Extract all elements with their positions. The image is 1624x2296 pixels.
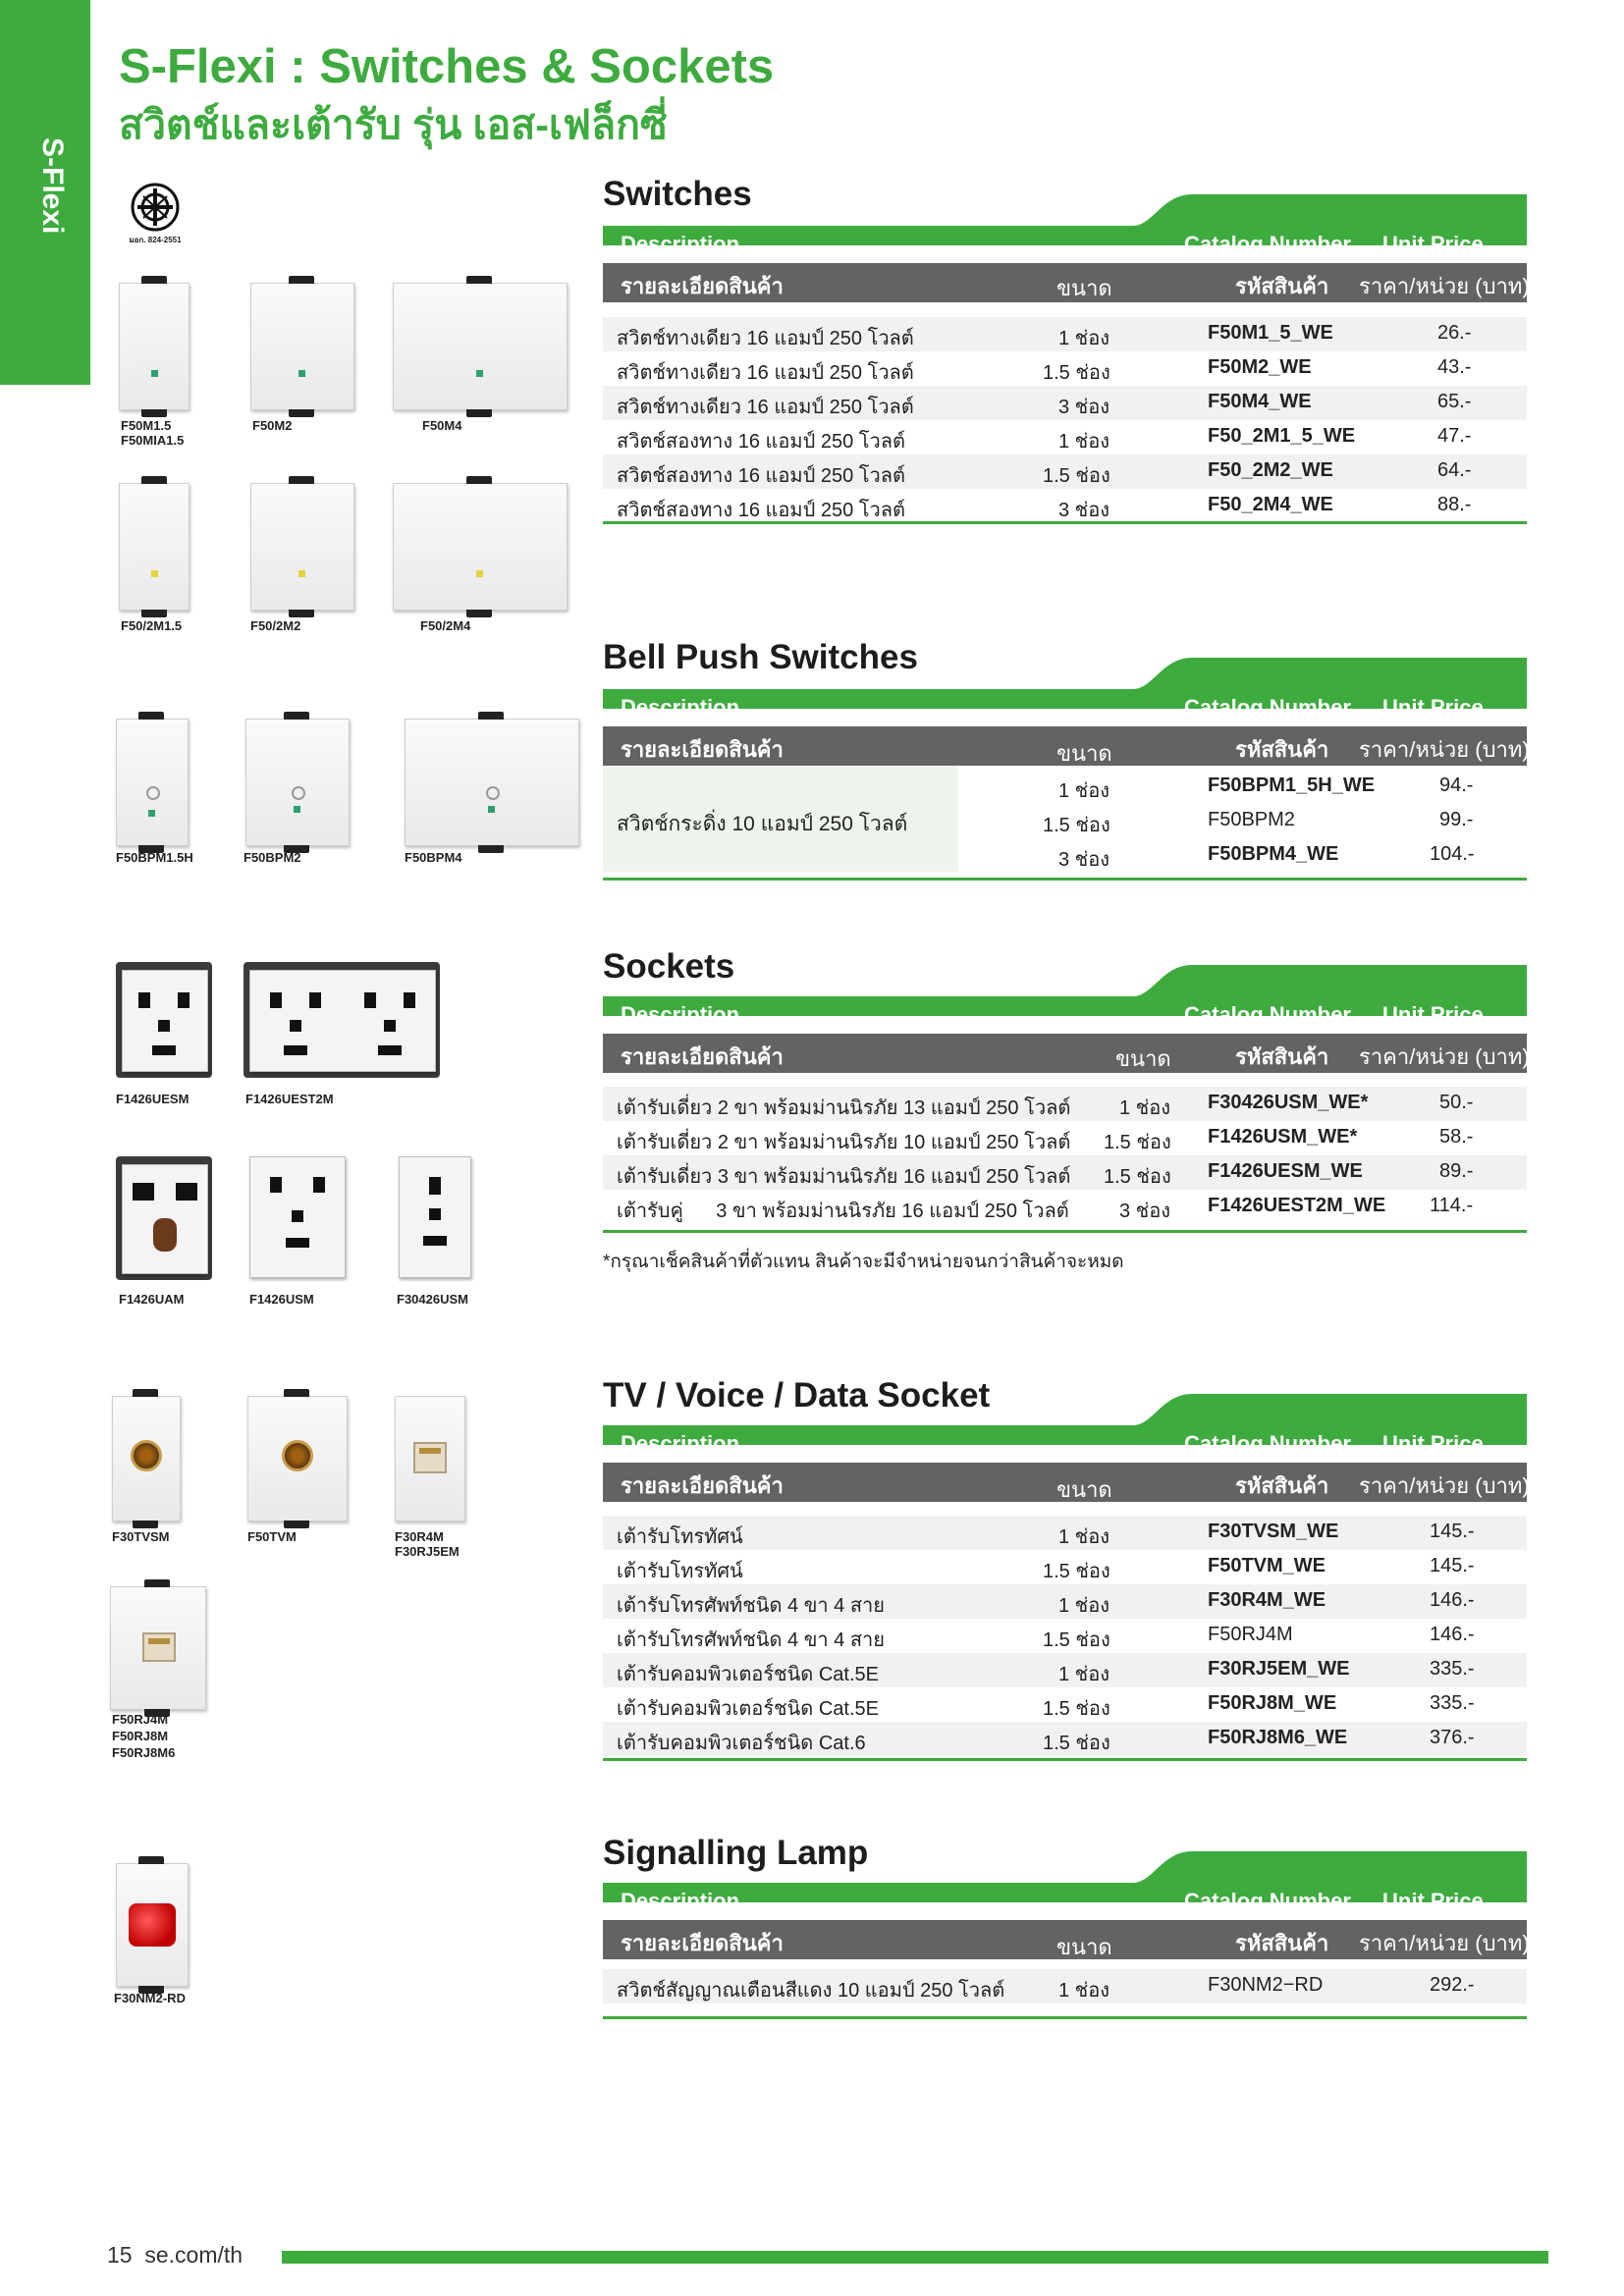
row-price: 104.- bbox=[1430, 843, 1475, 865]
tv-socket-1-module-image bbox=[112, 1396, 181, 1522]
row-code: F30R4M_WE bbox=[1208, 1589, 1326, 1611]
row-desc: สวิตช์ทางเดียว 16 แอมป์ 250 โวลต์ bbox=[617, 397, 914, 418]
row-desc: เต้ารับคอมพิวเตอร์ชนิด Cat.6 bbox=[617, 1733, 866, 1754]
row-price: 43.- bbox=[1437, 356, 1472, 378]
socket-2-pin-image bbox=[249, 1156, 346, 1278]
row-size: 1.5 ช่อง bbox=[1104, 1132, 1171, 1153]
signalling-lamp-section bbox=[603, 1834, 1530, 2030]
bell-push-1-module-image bbox=[116, 719, 189, 846]
header-catalog-number: Catalog Number bbox=[1184, 1002, 1351, 1027]
header-description: Description bbox=[621, 1889, 740, 1913]
header-desc-th: รายละเอียดสินค้า bbox=[621, 737, 784, 762]
row-price: 64.- bbox=[1437, 459, 1472, 481]
product-label: F50M4 bbox=[422, 418, 462, 433]
row-price: 65.- bbox=[1437, 391, 1472, 412]
row-size: 1.5 ช่อง bbox=[1043, 1733, 1110, 1754]
row-size: 1 ช่อง bbox=[1058, 780, 1110, 802]
switch-3-module-image bbox=[393, 283, 568, 410]
row-code: F50RJ4M bbox=[1208, 1624, 1293, 1645]
product-label: F50RJ8M6 bbox=[112, 1745, 176, 1760]
header-desc-th: รายละเอียดสินค้า bbox=[621, 1931, 784, 1955]
header-catalog-number: Catalog Number bbox=[1184, 1889, 1351, 1913]
row-size: 1 ช่อง bbox=[1058, 328, 1110, 349]
two-way-switch-3-module-image bbox=[393, 483, 568, 611]
header-size-th: ขนาด bbox=[1056, 1477, 1112, 1502]
row-size: 3 ช่อง bbox=[1058, 500, 1110, 521]
row-desc: เต้ารับคู่ 3 ขา พร้อมม่านนิรภัย 16 แอมป์ 250 โวลต์ bbox=[617, 1201, 1069, 1222]
socket-2-pin-narrow-image bbox=[399, 1156, 471, 1278]
bell-desc: สวิตช์กระดิ่ง 10 แอมป์ 250 โวลต์ bbox=[617, 813, 908, 835]
row-desc: เต้ารับเดี่ยว 3 ขา พร้อมม่านนิรภัย 16 แอมป์ 250 โวลต์ bbox=[617, 1166, 1071, 1188]
row-desc: เต้ารับเดี่ยว 2 ขา พร้อมม่านนิรภัย 13 แอมป์ 250 โวลต์ bbox=[617, 1097, 1071, 1119]
row-code: F30NM2−RD bbox=[1208, 1974, 1324, 1996]
row-desc: เต้ารับคอมพิวเตอร์ชนิด Cat.5E bbox=[617, 1664, 879, 1685]
row-code: F50BPM2 bbox=[1208, 809, 1295, 830]
row-desc: สวิตช์สองทาง 16 แอมป์ 250 โวลต์ bbox=[617, 465, 906, 487]
section-title: TV / Voice / Data Socket bbox=[603, 1376, 991, 1415]
table-row bbox=[603, 1550, 1527, 1584]
header-code-th: รหัสสินค้า bbox=[1235, 737, 1329, 762]
table-bottom-rule bbox=[603, 2016, 1527, 2019]
row-desc: สวิตช์สองทาง 16 แอมป์ 250 โวลต์ bbox=[617, 500, 906, 521]
row-code: F30RJ5EM_WE bbox=[1208, 1658, 1350, 1680]
product-label: F30426USM bbox=[397, 1292, 468, 1307]
table-row bbox=[603, 1722, 1527, 1756]
table-row bbox=[603, 386, 1527, 420]
row-size: 1.5 ช่อง bbox=[1043, 362, 1110, 384]
product-label: F50BPM1.5H bbox=[116, 850, 193, 865]
row-code: F50TVM_WE bbox=[1208, 1555, 1326, 1576]
row-price: 146.- bbox=[1430, 1624, 1475, 1645]
product-label: F30R4M bbox=[395, 1529, 444, 1544]
header-price-th: ราคา/หน่วย (บาท) bbox=[1359, 1044, 1530, 1069]
product-label: F50BPM4 bbox=[405, 850, 462, 865]
product-label: F50/2M1.5 bbox=[121, 618, 183, 633]
row-desc: สวิตช์สองทาง 16 แอมป์ 250 โวลต์ bbox=[617, 431, 906, 453]
row-desc: สวิตช์ทางเดียว 16 แอมป์ 250 โวลต์ bbox=[617, 328, 914, 349]
header-description: Description bbox=[621, 232, 740, 256]
product-label: F1426USM bbox=[249, 1292, 314, 1307]
row-size: 1.5 ช่อง bbox=[1043, 465, 1110, 487]
availability-note: *กรุณาเช็คสินค้าที่ตัวแทน สินค้าจะมีจำหน่ายจนกว่าสินค้าจะหมด bbox=[603, 1252, 1124, 1272]
header-description: Description bbox=[621, 1431, 740, 1456]
product-label: F30RJ5EM bbox=[395, 1544, 460, 1559]
row-code: F50M1_5_WE bbox=[1208, 322, 1333, 344]
table-row bbox=[603, 351, 1527, 386]
tis-certification-mark bbox=[126, 183, 185, 249]
table-row bbox=[603, 1087, 1527, 1121]
row-size: 1.5 ช่อง bbox=[1043, 815, 1110, 836]
bell-push-3-module-image bbox=[405, 719, 579, 846]
header-description: Description bbox=[621, 695, 740, 720]
row-price: 145.- bbox=[1430, 1555, 1475, 1576]
tis-standard-label: มอก. 824-2551 bbox=[129, 236, 182, 244]
section-title: Bell Push Switches bbox=[603, 638, 918, 676]
two-way-switch-1-module-image bbox=[119, 483, 189, 611]
table-row bbox=[603, 1155, 1527, 1190]
switches-rows bbox=[603, 317, 1527, 523]
row-size: 1 ช่อง bbox=[1058, 1980, 1110, 2002]
header-desc-th: รายละเอียดสินค้า bbox=[621, 274, 784, 298]
row-code: F50BPM1_5H_WE bbox=[1208, 774, 1376, 796]
header-unit-price: Unit Price bbox=[1382, 695, 1484, 720]
bell-rows bbox=[603, 770, 1527, 873]
product-label: F50/2M4 bbox=[420, 618, 471, 633]
row-desc: สวิตช์สัญญาณเตือนสีแดง 10 แอมป์ 250 โวลต์ bbox=[617, 1980, 1005, 2002]
row-size: 3 ช่อง bbox=[1119, 1201, 1171, 1222]
tv-rows bbox=[603, 1516, 1527, 1756]
row-price: 99.- bbox=[1439, 809, 1474, 830]
header-desc-th: รายละเอียดสินค้า bbox=[621, 1044, 784, 1069]
row-size: 1.5 ช่อง bbox=[1104, 1166, 1171, 1188]
data-socket-1-5-module-image bbox=[110, 1586, 206, 1710]
row-size: 1.5 ช่อง bbox=[1043, 1698, 1110, 1720]
row-code: F30TVSM_WE bbox=[1208, 1521, 1339, 1542]
table-row bbox=[603, 1653, 1527, 1687]
row-price: 58.- bbox=[1439, 1126, 1474, 1148]
product-label: F30TVSM bbox=[112, 1529, 170, 1544]
table-row bbox=[603, 454, 1527, 489]
row-desc: เต้ารับเดี่ยว 2 ขา พร้อมม่านนิรภัย 10 แอมป์ 250 โวลต์ bbox=[617, 1132, 1071, 1153]
row-price: 89.- bbox=[1439, 1160, 1474, 1182]
table-row bbox=[603, 1516, 1527, 1550]
row-code: F1426UEST2M_WE bbox=[1208, 1195, 1386, 1216]
row-price: 47.- bbox=[1437, 425, 1472, 447]
table-row bbox=[603, 770, 1527, 804]
sockets-section bbox=[603, 947, 1530, 1281]
product-label: F50BPM2 bbox=[244, 850, 301, 865]
row-code: F50M2_WE bbox=[1208, 356, 1312, 378]
row-price: 335.- bbox=[1430, 1658, 1475, 1680]
row-desc: เต้ารับโทรทัศน์ bbox=[617, 1561, 743, 1582]
row-desc: สวิตช์ทางเดียว 16 แอมป์ 250 โวลต์ bbox=[617, 362, 914, 384]
header-unit-price: Unit Price bbox=[1382, 1889, 1484, 1913]
side-tab-label: S-Flexi bbox=[36, 137, 69, 235]
header-catalog-number: Catalog Number bbox=[1184, 232, 1351, 256]
product-label: F30NM2-RD bbox=[114, 1991, 186, 2005]
signalling-lamp-image bbox=[116, 1863, 189, 1987]
page-number: 15 bbox=[107, 2242, 133, 2268]
table-bottom-rule bbox=[603, 878, 1527, 881]
product-label: F50RJ4M bbox=[112, 1712, 169, 1727]
row-code: F50M4_WE bbox=[1208, 391, 1312, 412]
table-bottom-rule bbox=[603, 1758, 1527, 1761]
header-price-th: ราคา/หน่วย (บาท) bbox=[1359, 1473, 1530, 1498]
row-size: 1 ช่อง bbox=[1058, 431, 1110, 453]
section-title: Switches bbox=[603, 175, 752, 213]
row-code: F50_2M2_WE bbox=[1208, 459, 1333, 481]
side-tab bbox=[0, 0, 90, 385]
header-price-th: ราคา/หน่วย (บาท) bbox=[1359, 737, 1530, 762]
two-way-switch-1-5-module-image bbox=[250, 483, 354, 611]
page-footer bbox=[107, 2242, 243, 2269]
footer-bar bbox=[282, 2251, 1548, 2264]
table-row bbox=[603, 489, 1527, 523]
page-subtitle-thai: สวิตช์และเต้ารับ รุ่น เอส-เฟล็กซี่ bbox=[119, 102, 668, 147]
header-desc-th: รายละเอียดสินค้า bbox=[621, 1473, 784, 1498]
header-description: Description bbox=[621, 1002, 740, 1027]
table-row bbox=[603, 1687, 1527, 1722]
header-code-th: รหัสสินค้า bbox=[1235, 1044, 1329, 1069]
row-desc: เต้ารับโทรศัพท์ชนิด 4 ขา 4 สาย bbox=[617, 1595, 885, 1617]
product-label: F50RJ8M bbox=[112, 1729, 169, 1743]
row-size: 1.5 ช่อง bbox=[1043, 1629, 1110, 1651]
row-price: 88.- bbox=[1437, 494, 1472, 515]
table-row bbox=[603, 1121, 1527, 1155]
header-size-th: ขนาด bbox=[1115, 1046, 1171, 1071]
switch-1-module-image bbox=[119, 283, 189, 410]
row-desc: เต้ารับโทรศัพท์ชนิด 4 ขา 4 สาย bbox=[617, 1629, 885, 1651]
product-label: F50M2 bbox=[252, 418, 293, 433]
row-size: 1 ช่อง bbox=[1119, 1097, 1171, 1119]
row-price: 376.- bbox=[1430, 1727, 1475, 1748]
row-price: 292.- bbox=[1430, 1974, 1475, 1996]
row-price: 50.- bbox=[1439, 1092, 1474, 1113]
section-title: Sockets bbox=[603, 947, 735, 986]
product-label: F50TVM bbox=[247, 1529, 297, 1544]
header-size-th: ขนาด bbox=[1056, 741, 1112, 766]
tis-logo-icon bbox=[126, 183, 185, 234]
header-catalog-number: Catalog Number bbox=[1184, 695, 1351, 720]
row-price: 26.- bbox=[1437, 322, 1472, 344]
header-code-th: รหัสสินค้า bbox=[1235, 274, 1329, 298]
table-row bbox=[603, 317, 1527, 351]
table-row bbox=[603, 1619, 1527, 1653]
table-bottom-rule bbox=[603, 521, 1527, 524]
row-size: 1 ช่อง bbox=[1058, 1595, 1110, 1617]
row-code: F50RJ8M6_WE bbox=[1208, 1727, 1348, 1748]
bell-push-section bbox=[603, 638, 1530, 893]
header-price-th: ราคา/หน่วย (บาท) bbox=[1359, 1931, 1530, 1955]
socket-3-pin-single-image bbox=[122, 970, 208, 1072]
product-label: F50MIA1.5 bbox=[121, 433, 185, 448]
row-size: 3 ช่อง bbox=[1058, 397, 1110, 418]
row-desc: เต้ารับโทรทัศน์ bbox=[617, 1526, 743, 1548]
row-price: 146.- bbox=[1430, 1589, 1475, 1611]
socket-universal-image bbox=[122, 1164, 208, 1274]
row-price: 114.- bbox=[1430, 1195, 1474, 1216]
footer-url[interactable]: se.com/th bbox=[144, 2242, 244, 2268]
product-label: F1426UESM bbox=[116, 1092, 189, 1106]
table-row bbox=[603, 1190, 1527, 1224]
tv-socket-1-5-module-image bbox=[247, 1396, 348, 1522]
row-size: 1 ช่อง bbox=[1058, 1664, 1110, 1685]
row-code: F1426USM_WE* bbox=[1208, 1126, 1358, 1148]
product-label: F1426UEST2M bbox=[245, 1092, 334, 1106]
lamp-rows bbox=[603, 1969, 1527, 2003]
switch-1-5-module-image bbox=[250, 283, 354, 410]
table-row bbox=[603, 1584, 1527, 1619]
switches-section bbox=[603, 175, 1530, 528]
product-label: F1426UAM bbox=[119, 1292, 185, 1307]
telephone-socket-1-module-image bbox=[395, 1396, 465, 1522]
tv-voice-data-section bbox=[603, 1376, 1530, 1769]
socket-3-pin-double-image bbox=[249, 970, 436, 1072]
row-code: F50_2M4_WE bbox=[1208, 494, 1333, 515]
row-size: 1 ช่อง bbox=[1058, 1526, 1110, 1548]
table-row bbox=[603, 420, 1527, 454]
bell-push-1-5-module-image bbox=[245, 719, 350, 846]
header-code-th: รหัสสินค้า bbox=[1235, 1473, 1329, 1498]
row-code: F50BPM4_WE bbox=[1208, 843, 1339, 865]
header-unit-price: Unit Price bbox=[1382, 1002, 1484, 1027]
header-unit-price: Unit Price bbox=[1382, 1431, 1484, 1456]
product-label: F50M1.5 bbox=[121, 418, 172, 433]
row-code: F30426USM_WE* bbox=[1208, 1092, 1369, 1113]
section-title: Signalling Lamp bbox=[603, 1834, 869, 1872]
row-price: 145.- bbox=[1430, 1521, 1475, 1542]
header-size-th: ขนาด bbox=[1056, 1935, 1112, 1959]
row-price: 94.- bbox=[1439, 774, 1474, 796]
header-unit-price: Unit Price bbox=[1382, 232, 1484, 256]
row-code: F50_2M1_5_WE bbox=[1208, 425, 1356, 447]
row-code: F50RJ8M_WE bbox=[1208, 1692, 1337, 1714]
header-price-th: ราคา/หน่วย (บาท) bbox=[1359, 274, 1530, 298]
page-title: S-Flexi : Switches & Sockets bbox=[119, 40, 775, 93]
row-price: 335.- bbox=[1430, 1692, 1475, 1714]
row-size: 3 ช่อง bbox=[1058, 849, 1110, 871]
table-row bbox=[603, 838, 1527, 873]
table-row bbox=[603, 804, 1527, 838]
product-label: F50/2M2 bbox=[250, 618, 301, 633]
header-size-th: ขนาด bbox=[1056, 276, 1112, 300]
header-catalog-number: Catalog Number bbox=[1184, 1431, 1351, 1456]
row-code: F1426UESM_WE bbox=[1208, 1160, 1363, 1182]
sockets-rows bbox=[603, 1087, 1527, 1224]
header-code-th: รหัสสินค้า bbox=[1235, 1931, 1329, 1955]
row-size: 1.5 ช่อง bbox=[1043, 1561, 1110, 1582]
table-bottom-rule bbox=[603, 1230, 1527, 1233]
table-row bbox=[603, 1969, 1527, 2003]
row-desc: เต้ารับคอมพิวเตอร์ชนิด Cat.5E bbox=[617, 1698, 879, 1720]
